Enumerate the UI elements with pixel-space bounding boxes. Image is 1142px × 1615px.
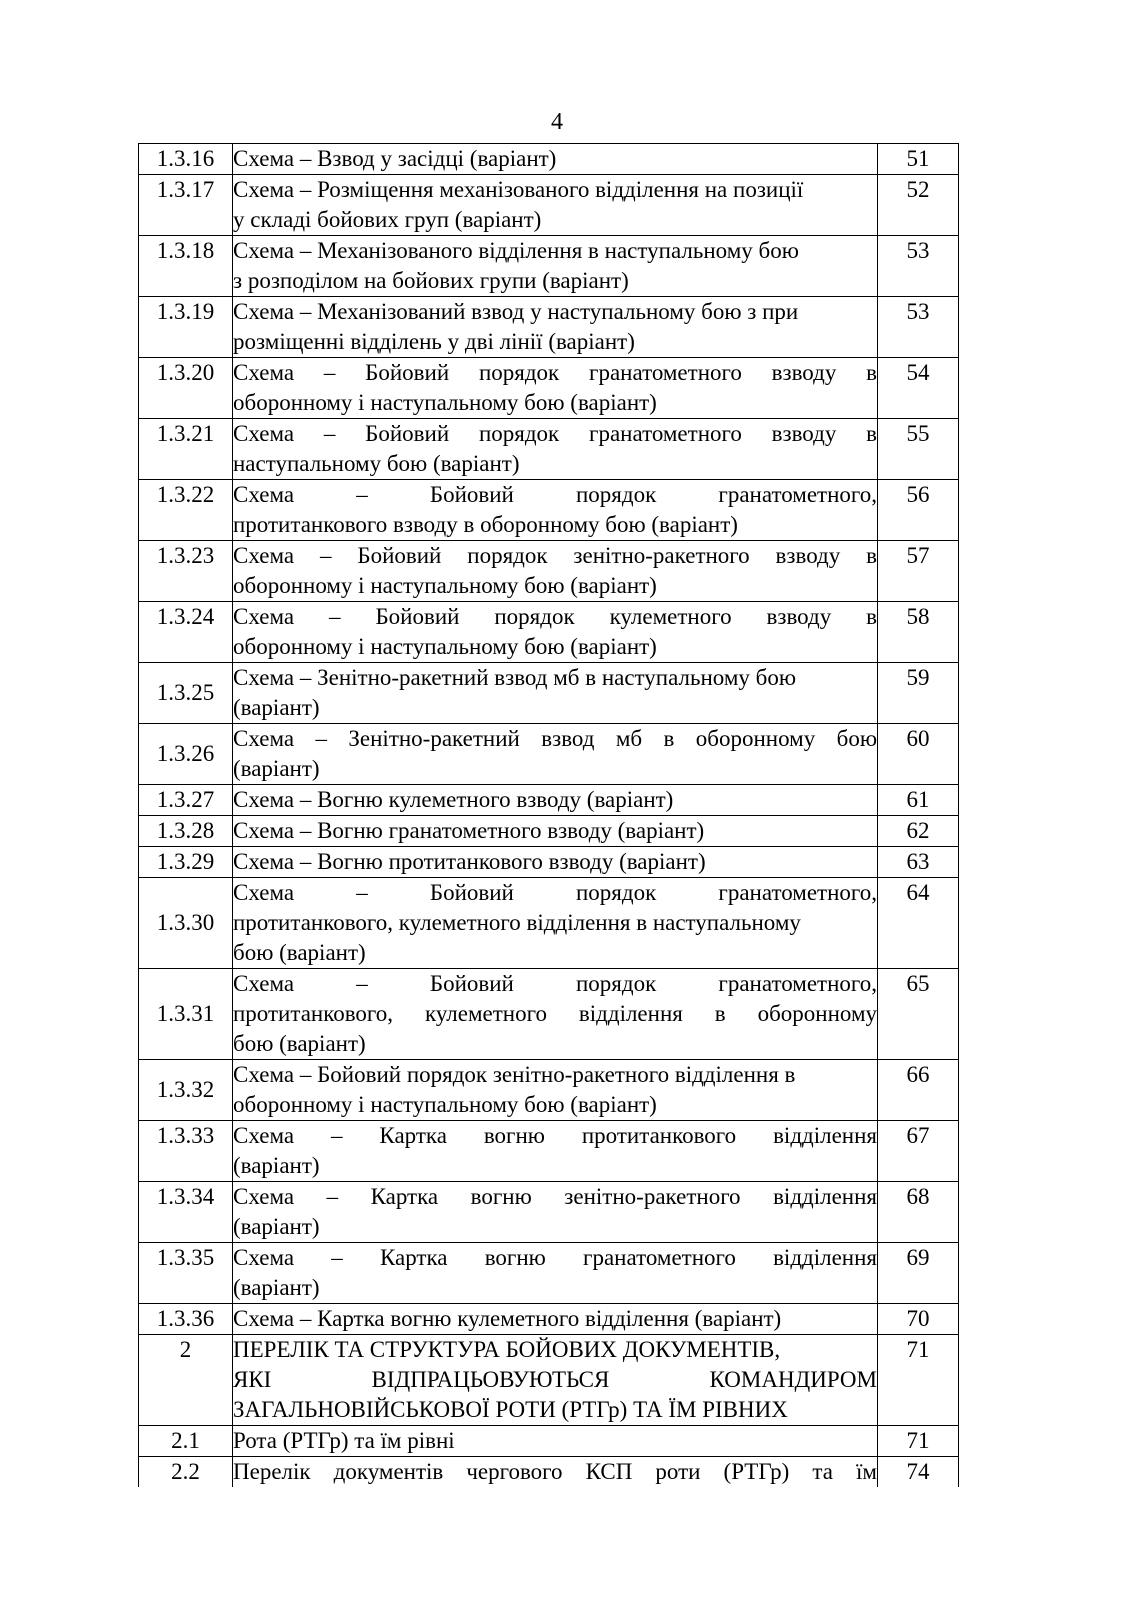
row-title-line: наступальному бою (варіант) [233,451,520,476]
row-title-line: протитанкового, кулеметного відділення в наступальному [233,910,801,935]
row-title-line: протитанкового взводу в оборонному бою (варіант) [233,512,738,537]
row-title-cell [233,1182,878,1243]
row-title-cell [233,144,878,175]
page-number: 4 [551,109,563,135]
row-title-line: ЯКІ ВІДПРАЦЬОВУЮТЬСЯ КОМАНДИРОМ [233,1367,877,1392]
table-row [139,144,959,175]
row-title-cell [233,785,878,816]
row-title-line: Схема – Бойовий порядок гранатометного, [233,971,877,996]
row-page-cell: 60 [878,724,959,785]
row-title-line: Схема – Бойовий порядок зенітно-ракетного відділення в [233,1062,796,1087]
row-page-cell: 55 [878,419,959,480]
table-row [139,1121,959,1182]
row-title-cell [233,1121,878,1182]
table-row [139,1426,959,1457]
table-row [139,419,959,480]
row-page-cell: 53 [878,297,959,358]
row-title-line: Схема – Вогню протитанкового взводу (варіант) [233,849,706,874]
table-row [139,847,959,878]
table-row [139,969,959,1060]
table-row [139,602,959,663]
row-title-line: Схема – Зенітно-ракетний взвод мб в наступальному бою [233,665,797,690]
row-title-cell [233,297,878,358]
row-title-line: оборонному і наступальному бою (варіант) [233,390,657,415]
row-number-cell: 1.3.17 [139,175,233,236]
row-title-line: Схема – Зенітно-ракетний взвод мб в оборонному бою [233,726,877,751]
row-number-cell: 1.3.27 [139,785,233,816]
row-title-line: оборонному і наступальному бою (варіант) [233,1092,657,1117]
row-title-line: Рота (РТГр) та їм рівні [233,1428,455,1453]
table-row [139,297,959,358]
row-title-cell [233,663,878,724]
row-number-cell: 1.3.21 [139,419,233,480]
row-number-cell: 1.3.20 [139,358,233,419]
row-title-cell [233,1335,878,1426]
row-number-cell: 2.2 [139,1457,233,1488]
row-title-line: (варіант) [233,756,320,781]
row-title-line: Схема – Картка вогню протитанкового відділення [233,1123,877,1148]
row-title-line: бою (варіант) [233,940,366,965]
row-title-line: Схема – Бойовий порядок зенітно-ракетного взводу в [233,543,877,568]
row-page-cell: 63 [878,847,959,878]
table-row [139,1335,959,1426]
row-number-cell: 2.1 [139,1426,233,1457]
row-title-line: оборонному і наступальному бою (варіант) [233,573,657,598]
row-number-cell: 2 [139,1335,233,1426]
row-number-cell: 1.3.22 [139,480,233,541]
row-title-cell [233,602,878,663]
row-page-cell: 71 [878,1426,959,1457]
table-row [139,1060,959,1121]
row-number-cell: 1.3.33 [139,1121,233,1182]
row-number-cell: 1.3.26 [139,724,233,785]
row-title-line: (варіант) [233,1153,320,1178]
table-row [139,480,959,541]
row-page-cell: 69 [878,1243,959,1304]
row-number-cell: 1.3.31 [139,969,233,1060]
row-title-line: (варіант) [233,695,320,720]
row-title-cell [233,541,878,602]
table-row [139,1243,959,1304]
row-title-line: Схема – Бойовий порядок кулеметного взводу в [233,604,877,629]
table-row [139,1182,959,1243]
row-title-cell [233,236,878,297]
row-number-cell: 1.3.29 [139,847,233,878]
row-title-cell [233,480,878,541]
row-title-cell [233,1457,878,1488]
row-number-cell: 1.3.35 [139,1243,233,1304]
row-title-line: Схема – Бойовий порядок гранатометного взводу в [233,360,877,385]
row-title-cell [233,1243,878,1304]
row-page-cell: 70 [878,1304,959,1335]
row-page-cell: 67 [878,1121,959,1182]
table-row [139,663,959,724]
row-title-line: Перелік документів чергового КСП роти (РТГр) та їм [233,1459,877,1484]
row-page-cell: 65 [878,969,959,1060]
row-page-cell: 51 [878,144,959,175]
row-page-cell: 71 [878,1335,959,1426]
row-page-cell: 61 [878,785,959,816]
row-title-line: Схема – Вогню гранатометного взводу (варіант) [233,818,705,843]
row-page-cell: 62 [878,816,959,847]
table-row [139,236,959,297]
row-title-line: Схема – Механізованого відділення в наступальному бою [233,238,799,263]
row-number-cell: 1.3.32 [139,1060,233,1121]
row-number-cell: 1.3.23 [139,541,233,602]
row-title-line: Схема – Картка вогню зенітно-ракетного відділення [233,1184,877,1209]
row-title-line: Схема – Механізований взвод у наступальному бою з при [233,299,799,324]
table-row [139,1304,959,1335]
row-title-line: Схема – Розміщення механізованого відділення на позиції [233,177,804,202]
row-number-cell: 1.3.28 [139,816,233,847]
row-number-cell: 1.3.36 [139,1304,233,1335]
row-page-cell: 74 [878,1457,959,1488]
table-row [139,541,959,602]
row-title-cell [233,1304,878,1335]
row-title-line: (варіант) [233,1275,320,1300]
row-title-line: оборонному і наступальному бою (варіант) [233,634,657,659]
row-title-line: Схема – Вогню кулеметного взводу (варіант) [233,787,674,812]
row-title-line: бою (варіант) [233,1031,366,1056]
row-number-cell: 1.3.24 [139,602,233,663]
row-title-line: Схема – Бойовий порядок гранатометного, [233,482,877,507]
row-page-cell: 52 [878,175,959,236]
row-title-line: (варіант) [233,1214,320,1239]
row-title-cell [233,969,878,1060]
table-row [139,878,959,969]
row-number-cell: 1.3.30 [139,878,233,969]
row-title-line: розміщенні відділень у дві лінії (варіант) [233,329,635,354]
row-title-cell [233,816,878,847]
row-title-cell [233,175,878,236]
row-title-cell [233,1426,878,1457]
row-title-line: Схема – Бойовий порядок гранатометного, [233,880,877,905]
row-title-line: ПЕРЕЛІК ТА СТРУКТУРА БОЙОВИХ ДОКУМЕНТІВ, [233,1337,781,1362]
row-page-cell: 54 [878,358,959,419]
table-row [139,1457,959,1488]
table-row [139,816,959,847]
row-page-cell: 57 [878,541,959,602]
row-title-cell [233,878,878,969]
row-page-cell: 58 [878,602,959,663]
row-page-cell: 68 [878,1182,959,1243]
row-number-cell: 1.3.18 [139,236,233,297]
row-page-cell: 66 [878,1060,959,1121]
row-title-cell [233,419,878,480]
table-row [139,785,959,816]
row-number-cell: 1.3.16 [139,144,233,175]
row-title-line: протитанкового, кулеметного відділення в оборонному [233,1001,877,1026]
row-title-cell [233,1060,878,1121]
row-title-cell [233,724,878,785]
row-page-cell: 56 [878,480,959,541]
row-title-line: Схема – Бойовий порядок гранатометного взводу в [233,421,877,446]
row-page-cell: 64 [878,878,959,969]
row-page-cell: 53 [878,236,959,297]
row-title-line: Схема – Взвод у засідці (варіант) [233,146,557,171]
row-number-cell: 1.3.19 [139,297,233,358]
row-title-cell [233,358,878,419]
table-of-contents-table [138,143,959,1487]
table-row [139,724,959,785]
row-title-line: Схема – Картка вогню кулеметного відділення (варіант) [233,1306,782,1331]
row-title-line: з розподілом на бойових групи (варіант) [233,268,629,293]
row-number-cell: 1.3.25 [139,663,233,724]
table-body [139,144,959,1488]
row-title-cell [233,847,878,878]
row-title-line: Схема – Картка вогню гранатометного відділення [233,1245,877,1270]
row-page-cell: 59 [878,663,959,724]
table-row [139,358,959,419]
row-number-cell: 1.3.34 [139,1182,233,1243]
row-title-line: у складі бойових груп (варіант) [233,207,542,232]
row-title-line: ЗАГАЛЬНОВІЙСЬКОВОЇ РОТИ (РТГр) ТА ЇМ РІВНИХ [233,1397,788,1422]
table-row [139,175,959,236]
